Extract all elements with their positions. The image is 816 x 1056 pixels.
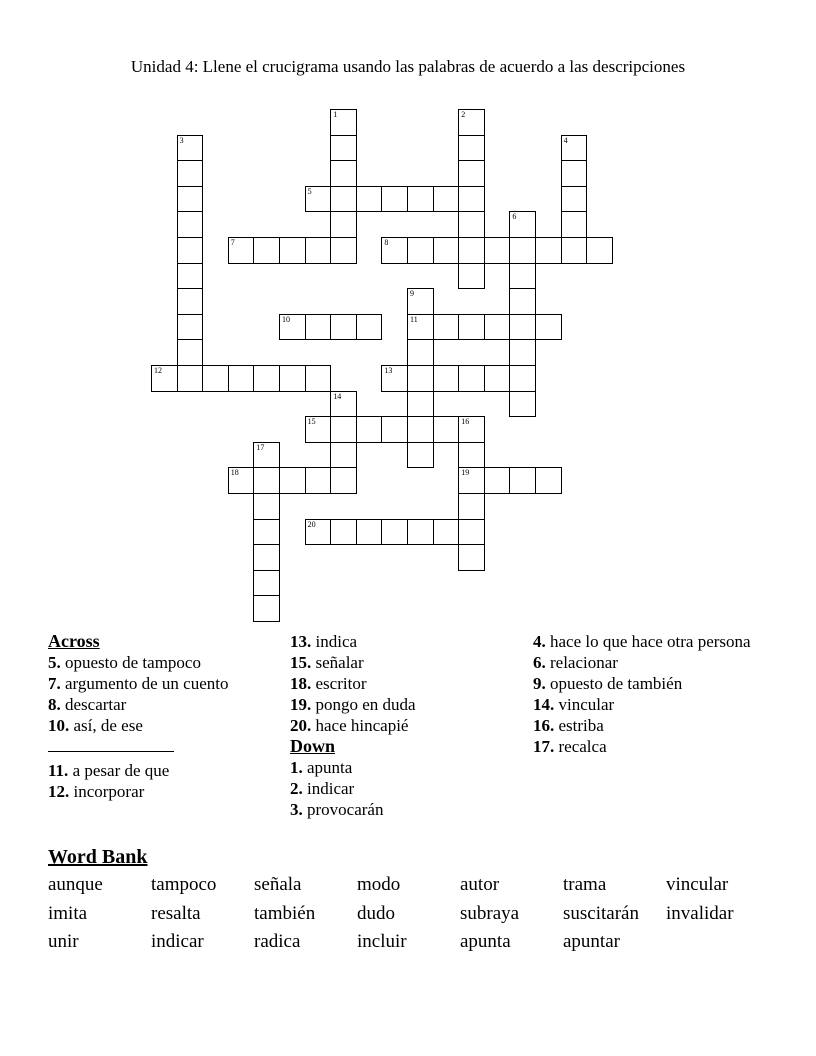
crossword-cell[interactable] bbox=[330, 211, 357, 238]
crossword-cell[interactable] bbox=[561, 160, 588, 187]
crossword-cell[interactable] bbox=[356, 519, 383, 546]
crossword-cell[interactable] bbox=[202, 365, 229, 392]
crossword-cell[interactable] bbox=[433, 519, 460, 546]
word-bank-word: radica bbox=[254, 931, 301, 952]
clue-across-13: 13. indica bbox=[290, 632, 358, 651]
crossword-cell[interactable] bbox=[253, 493, 280, 520]
crossword-cell[interactable] bbox=[458, 544, 485, 571]
crossword-cell[interactable] bbox=[458, 135, 485, 162]
crossword-cell[interactable] bbox=[305, 237, 332, 264]
crossword-cell[interactable] bbox=[381, 365, 408, 392]
crossword-cell[interactable] bbox=[279, 314, 306, 341]
crossword-cell[interactable] bbox=[458, 237, 485, 264]
cell-number: 3 bbox=[179, 135, 184, 145]
crossword-cell[interactable] bbox=[305, 365, 332, 392]
word-bank-word: también bbox=[254, 903, 316, 924]
crossword-cell[interactable] bbox=[381, 416, 408, 443]
clues-column-2 bbox=[290, 631, 510, 820]
crossword-cell[interactable] bbox=[381, 186, 408, 213]
crossword-cell[interactable] bbox=[177, 365, 204, 392]
cell-number: 18 bbox=[230, 468, 239, 478]
crossword-cell[interactable] bbox=[561, 135, 588, 162]
crossword-cell[interactable] bbox=[177, 237, 204, 264]
clue-across-12: 12. incorporar bbox=[48, 782, 145, 801]
crossword-cell[interactable] bbox=[509, 211, 536, 238]
crossword-cell[interactable] bbox=[458, 109, 485, 136]
crossword-cell[interactable] bbox=[330, 237, 357, 264]
crossword-cell[interactable] bbox=[305, 519, 332, 546]
clue-across-7: 7. argumento de un cuento bbox=[48, 674, 229, 693]
crossword-cell[interactable] bbox=[305, 186, 332, 213]
clues-column-3 bbox=[533, 631, 753, 757]
clue-down-4: 4. hace lo que hace otra persona bbox=[533, 632, 751, 651]
crossword-cell[interactable] bbox=[253, 237, 280, 264]
crossword-cell[interactable] bbox=[433, 416, 460, 443]
cell-number: 1 bbox=[333, 110, 338, 119]
crossword-cell[interactable] bbox=[228, 237, 255, 264]
clue-across-11: 11. a pesar de que bbox=[48, 761, 170, 780]
crossword-cell[interactable] bbox=[509, 314, 536, 341]
crossword-cell[interactable] bbox=[228, 467, 255, 494]
crossword-cell[interactable] bbox=[561, 237, 588, 264]
crossword-cell[interactable] bbox=[407, 391, 434, 418]
crossword-cell[interactable] bbox=[279, 365, 306, 392]
cell-number: 16 bbox=[461, 417, 470, 427]
crossword-cell[interactable] bbox=[458, 519, 485, 546]
crossword-cell[interactable] bbox=[305, 416, 332, 443]
crossword-cell[interactable] bbox=[509, 339, 536, 366]
clue-down-17: 17. recalca bbox=[533, 737, 607, 756]
crossword-cell[interactable] bbox=[253, 365, 280, 392]
crossword-cell[interactable] bbox=[433, 237, 460, 264]
cell-number: 10 bbox=[282, 314, 290, 324]
crossword-cell[interactable] bbox=[330, 391, 357, 418]
crossword-cell[interactable] bbox=[151, 365, 178, 392]
crossword-cell[interactable] bbox=[253, 467, 280, 494]
word-bank-word: resalta bbox=[151, 903, 201, 924]
clue-down-14: 14. vincular bbox=[533, 695, 615, 714]
crossword-cell[interactable] bbox=[305, 467, 332, 494]
crossword-cell[interactable] bbox=[330, 314, 357, 341]
word-bank-word: aunque bbox=[48, 874, 103, 895]
crossword-cell[interactable] bbox=[356, 314, 383, 341]
word-bank-word: unir bbox=[48, 931, 79, 952]
clue-down-2: 2. indicar bbox=[290, 779, 355, 798]
cell-number: 8 bbox=[384, 238, 389, 247]
cell-number: 14 bbox=[333, 391, 342, 401]
crossword-cell[interactable] bbox=[330, 442, 357, 469]
crossword-cell[interactable] bbox=[330, 416, 357, 443]
crossword-cell[interactable] bbox=[177, 339, 204, 366]
crossword-cell[interactable] bbox=[509, 263, 536, 290]
crossword-cell[interactable] bbox=[458, 416, 485, 443]
crossword-cell[interactable] bbox=[177, 263, 204, 290]
cell-number: 17 bbox=[256, 442, 265, 452]
crossword-cell[interactable] bbox=[177, 314, 204, 341]
crossword-cell[interactable] bbox=[458, 211, 485, 238]
word-bank-word: invalidar bbox=[666, 903, 734, 924]
clue-across-18: 18. escritor bbox=[290, 674, 367, 693]
crossword-cell[interactable] bbox=[330, 135, 357, 162]
clue-across-10: 10. así, de ese bbox=[48, 716, 143, 735]
crossword-cell[interactable] bbox=[484, 365, 511, 392]
crossword-cell[interactable] bbox=[433, 365, 460, 392]
cell-number: 5 bbox=[307, 186, 312, 196]
crossword-cell[interactable] bbox=[228, 365, 255, 392]
word-bank-word: incluir bbox=[357, 931, 407, 952]
cell-number: 9 bbox=[410, 289, 414, 299]
crossword-cell[interactable] bbox=[253, 595, 280, 622]
cell-number: 11 bbox=[410, 314, 418, 324]
crossword-cell[interactable] bbox=[458, 365, 485, 392]
crossword-cell[interactable] bbox=[586, 237, 613, 264]
crossword-cell[interactable] bbox=[407, 442, 434, 469]
word-bank-word: suscitarán bbox=[563, 903, 639, 924]
clue-down-1: 1. apunta bbox=[290, 758, 353, 777]
word-bank-word: apunta bbox=[460, 931, 511, 952]
word-bank-word: modo bbox=[357, 874, 401, 895]
cell-number: 4 bbox=[563, 135, 568, 145]
crossword-cell[interactable] bbox=[484, 237, 511, 264]
crossword-cell[interactable] bbox=[330, 519, 357, 546]
word-bank-word: dudo bbox=[357, 903, 395, 924]
crossword-cell[interactable] bbox=[509, 288, 536, 315]
word-bank-word: trama bbox=[563, 874, 607, 895]
crossword-cell[interactable] bbox=[458, 186, 485, 213]
cell-number: 2 bbox=[461, 110, 466, 119]
cell-number: 15 bbox=[307, 417, 316, 427]
cell-number: 19 bbox=[461, 468, 470, 478]
crossword-cell[interactable] bbox=[305, 314, 332, 341]
crossword-cell[interactable] bbox=[535, 467, 562, 494]
crossword-cell[interactable] bbox=[484, 314, 511, 341]
crossword-cell[interactable] bbox=[433, 314, 460, 341]
cell-number: 7 bbox=[230, 238, 235, 247]
word-bank-word: imita bbox=[48, 903, 88, 924]
crossword-cell[interactable] bbox=[458, 263, 485, 290]
crossword-cell[interactable] bbox=[279, 237, 306, 264]
crossword-cell[interactable] bbox=[509, 467, 536, 494]
crossword-cell[interactable] bbox=[253, 442, 280, 469]
word-bank-word: tampoco bbox=[151, 874, 217, 895]
crossword-cell[interactable] bbox=[458, 314, 485, 341]
clue-blank-line bbox=[48, 736, 248, 760]
word-bank-word: vincular bbox=[666, 874, 729, 895]
crossword-cell[interactable] bbox=[177, 186, 204, 213]
clue-across-15: 15. señalar bbox=[290, 653, 364, 672]
crossword-cell[interactable] bbox=[253, 570, 280, 597]
crossword-cell[interactable] bbox=[407, 416, 434, 443]
crossword-cell[interactable] bbox=[253, 544, 280, 571]
crossword-cell[interactable] bbox=[407, 314, 434, 341]
clue-across-20: 20. hace hincapié bbox=[290, 716, 409, 735]
crossword-cell[interactable] bbox=[330, 109, 357, 136]
crossword-cell[interactable] bbox=[279, 467, 306, 494]
word-bank-word: indicar bbox=[151, 931, 204, 952]
crossword-cell[interactable] bbox=[458, 493, 485, 520]
crossword-cell[interactable] bbox=[458, 160, 485, 187]
cell-number: 6 bbox=[512, 212, 517, 222]
crossword-cell[interactable] bbox=[177, 288, 204, 315]
crossword-cell[interactable] bbox=[509, 237, 536, 264]
down-heading: Down bbox=[290, 736, 336, 756]
crossword-cell[interactable] bbox=[356, 416, 383, 443]
word-bank-word: subraya bbox=[460, 903, 520, 924]
word-bank-word: apuntar bbox=[563, 931, 620, 952]
clue-across-5: 5. opuesto de tampoco bbox=[48, 653, 201, 672]
crossword-cell[interactable] bbox=[253, 519, 280, 546]
clues-column-1 bbox=[48, 631, 248, 802]
crossword-cell[interactable] bbox=[330, 467, 357, 494]
cell-number: 13 bbox=[384, 366, 393, 375]
crossword-cell[interactable] bbox=[407, 365, 434, 392]
crossword-cell[interactable] bbox=[407, 288, 434, 315]
crossword-cell[interactable] bbox=[407, 237, 434, 264]
clue-down-6: 6. relacionar bbox=[533, 653, 618, 672]
crossword-cell[interactable] bbox=[177, 211, 204, 238]
cell-number: 12 bbox=[154, 366, 162, 375]
clue-across-8: 8. descartar bbox=[48, 695, 127, 714]
crossword-cell[interactable] bbox=[458, 442, 485, 469]
crossword-cell[interactable] bbox=[458, 467, 485, 494]
clue-down-9: 9. opuesto de también bbox=[533, 674, 683, 693]
crossword-cell[interactable] bbox=[433, 186, 460, 213]
crossword-cell[interactable] bbox=[381, 519, 408, 546]
crossword-cell[interactable] bbox=[407, 339, 434, 366]
crossword-cell[interactable] bbox=[330, 160, 357, 187]
crossword-cell[interactable] bbox=[330, 186, 357, 213]
crossword-cell[interactable] bbox=[407, 186, 434, 213]
crossword-cell[interactable] bbox=[509, 365, 536, 392]
across-heading: Across bbox=[48, 631, 100, 651]
clue-across-19: 19. pongo en duda bbox=[290, 695, 416, 714]
clue-down-16: 16. estriba bbox=[533, 716, 604, 735]
crossword-cell[interactable] bbox=[509, 391, 536, 418]
crossword-cell[interactable] bbox=[407, 519, 434, 546]
crossword-cell[interactable] bbox=[535, 237, 562, 264]
crossword-cell[interactable] bbox=[535, 314, 562, 341]
page-title: Unidad 4: Llene el crucigrama usando las palabras de acuerdo a las descripciones bbox=[130, 57, 686, 76]
crossword-cell[interactable] bbox=[177, 160, 204, 187]
crossword-cell[interactable] bbox=[484, 467, 511, 494]
word-bank-title: Word Bank bbox=[48, 846, 148, 868]
crossword-cell[interactable] bbox=[561, 186, 588, 213]
cell-number: 20 bbox=[307, 519, 316, 529]
crossword-cell[interactable] bbox=[177, 135, 204, 162]
crossword-cell[interactable] bbox=[561, 211, 588, 238]
clue-down-3: 3. provocarán bbox=[290, 800, 384, 819]
crossword-cell[interactable] bbox=[381, 237, 408, 264]
word-bank-word: señala bbox=[254, 874, 302, 895]
word-bank-word: autor bbox=[460, 874, 500, 895]
crossword-cell[interactable] bbox=[356, 186, 383, 213]
